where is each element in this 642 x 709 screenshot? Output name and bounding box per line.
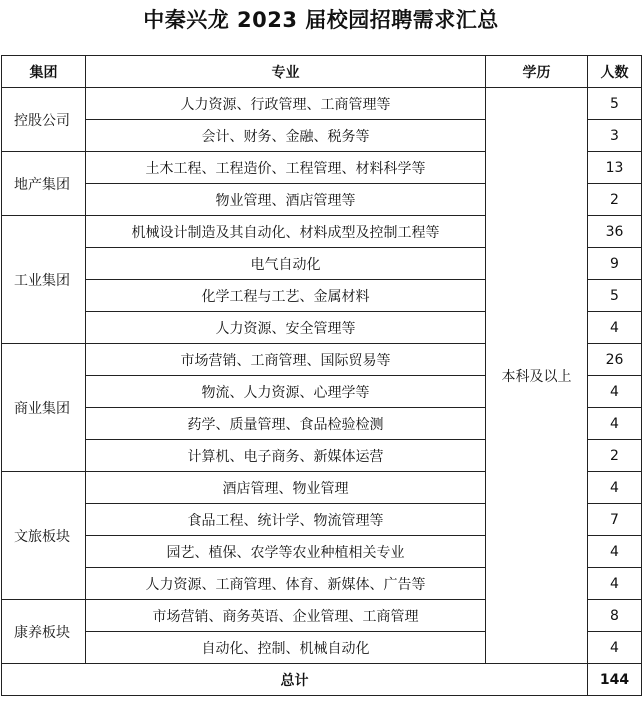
count-cell: 8 [588,600,642,632]
count-cell: 2 [588,440,642,472]
count-cell: 36 [588,216,642,248]
count-cell: 4 [588,376,642,408]
count-cell: 2 [588,184,642,216]
group-name: 康养板块 [2,600,86,664]
header-major: 专业 [86,56,486,88]
count-cell: 4 [588,472,642,504]
major-cell: 人力资源、安全管理等 [86,312,486,344]
recruitment-table [1,55,642,696]
major-cell: 市场营销、工商管理、国际贸易等 [86,344,486,376]
major-cell: 土木工程、工程造价、工程管理、材料科学等 [86,152,486,184]
count-cell: 5 [588,88,642,120]
group-name: 控股公司 [2,88,86,152]
table-header-row [2,56,642,88]
count-cell: 9 [588,248,642,280]
major-cell: 药学、质量管理、食品检验检测 [86,408,486,440]
major-cell: 自动化、控制、机械自动化 [86,632,486,664]
major-cell: 物业管理、酒店管理等 [86,184,486,216]
count-cell: 5 [588,280,642,312]
major-cell: 计算机、电子商务、新媒体运营 [86,440,486,472]
count-cell: 4 [588,632,642,664]
count-cell: 4 [588,536,642,568]
major-cell: 食品工程、统计学、物流管理等 [86,504,486,536]
major-cell: 会计、财务、金融、税务等 [86,120,486,152]
major-cell: 市场营销、商务英语、企业管理、工商管理 [86,600,486,632]
total-label: 总计 [2,664,588,696]
major-cell: 园艺、植保、农学等农业种植相关专业 [86,536,486,568]
group-name: 商业集团 [2,344,86,472]
header-group: 集团 [2,56,86,88]
count-cell: 4 [588,312,642,344]
group-name: 工业集团 [2,216,86,344]
header-count: 人数 [588,56,642,88]
major-cell: 机械设计制造及其自动化、材料成型及控制工程等 [86,216,486,248]
table-body [2,88,642,696]
count-cell: 4 [588,408,642,440]
count-cell: 7 [588,504,642,536]
count-cell: 4 [588,568,642,600]
major-cell: 物流、人力资源、心理学等 [86,376,486,408]
page-title: 中秦兴龙 2023 届校园招聘需求汇总 [143,8,499,32]
education-cell: 本科及以上 [486,88,588,664]
major-cell: 化学工程与工艺、金属材料 [86,280,486,312]
count-cell: 13 [588,152,642,184]
major-cell: 人力资源、工商管理、体育、新媒体、广告等 [86,568,486,600]
group-name: 文旅板块 [2,472,86,600]
major-cell: 酒店管理、物业管理 [86,472,486,504]
header-education: 学历 [486,56,588,88]
total-count: 144 [588,664,642,696]
table-row [2,88,642,120]
count-cell: 3 [588,120,642,152]
count-cell: 26 [588,344,642,376]
major-cell: 人力资源、行政管理、工商管理等 [86,88,486,120]
major-cell: 电气自动化 [86,248,486,280]
group-name: 地产集团 [2,152,86,216]
total-row [2,664,642,696]
